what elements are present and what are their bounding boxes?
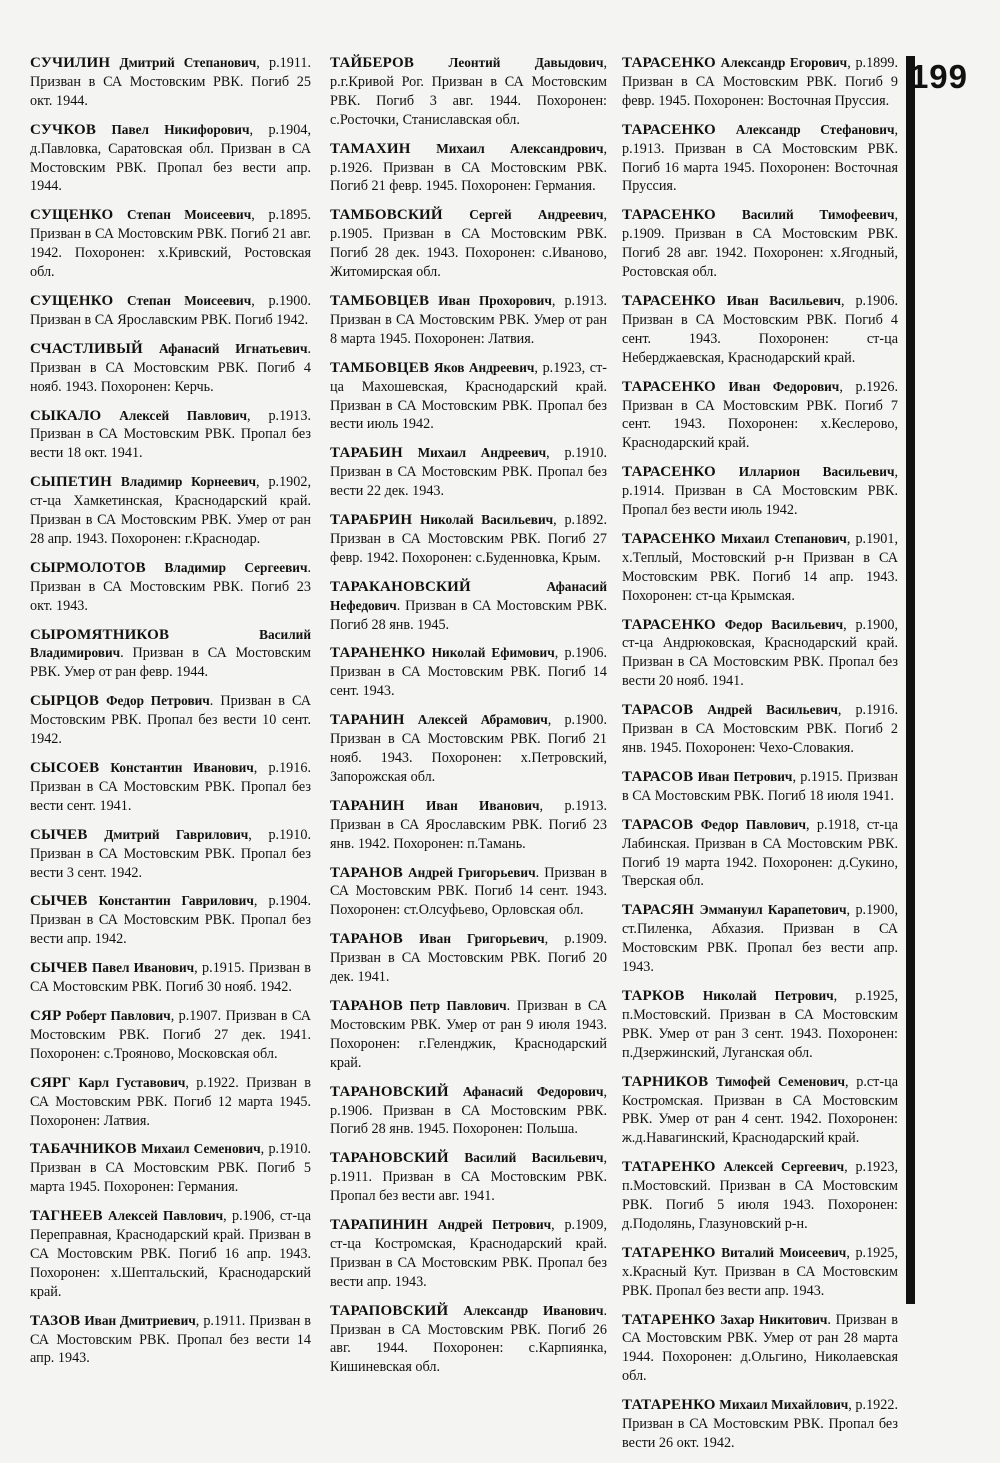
entry-given-names: Иван Петрович xyxy=(697,768,793,784)
page-number: 199 xyxy=(909,58,968,95)
entry xyxy=(622,816,898,892)
entry xyxy=(330,292,607,349)
entry-given-names: Алексей Павлович xyxy=(108,1208,224,1224)
entry-details: , р.1902, ст-ца Хамкетинская, Краснодарский край. Призван в СА Мостовским РВК. Умер от ран 28 апр. 1943. Похоронен: г.Краснодар. xyxy=(30,474,311,547)
entry xyxy=(30,54,311,111)
entry-details: , р.1916. Призван в СА Мостовским РВК. Пропал без вести сент. 1941. xyxy=(30,760,311,814)
entry-surname: СУЩЕНКО xyxy=(30,207,114,224)
entry-details: , р.1899. Призван в СА Мостовским РВК. Погиб 9 февр. 1945. Похоронен: Восточная Пруссия. xyxy=(622,55,899,109)
entry-surname: СЯР xyxy=(30,1007,62,1024)
entry-given-names: Александр Иванович xyxy=(463,1302,604,1318)
entry-given-names: Эммануил Карапетович xyxy=(699,902,847,918)
entry-surname: ТАРНИКОВ xyxy=(622,1073,709,1090)
entry xyxy=(622,463,898,520)
entry-details: , р.1915. Призван в СА Мостовским РВК. Погиб 18 июля 1941. xyxy=(622,768,898,804)
entry xyxy=(622,1311,898,1387)
entry-details: , р.1906. Призван в СА Мостовским РВК. Погиб 28 янв. 1945. Похоронен: Польша. xyxy=(330,1083,607,1138)
entry xyxy=(330,711,607,787)
entry-surname: ТАРАСЕНКО xyxy=(622,378,716,395)
entry-surname: ТАТАРЕНКО xyxy=(622,1244,716,1261)
entry-details: , р.1910. Призван в СА Мостовским РВК. Пропал без вести 3 сент. 1942. xyxy=(30,826,312,881)
entry-surname: СЫРМОЛОТОВ xyxy=(30,559,146,576)
entry-given-names: Павел Иванович xyxy=(91,960,195,976)
entry-given-names: Иван Прохорович xyxy=(438,292,552,308)
entry xyxy=(330,54,607,130)
entry-details: , р.1909. Призван в СА Мостовским РВК. Погиб 20 дек. 1941. xyxy=(330,931,607,986)
entry-given-names: Михаил Степанович xyxy=(721,530,847,546)
entry xyxy=(622,121,898,197)
entry-given-names: Петр Павлович xyxy=(409,997,507,1013)
entry xyxy=(30,826,311,883)
entry-given-names: Афанасий Федорович xyxy=(462,1083,604,1099)
entry xyxy=(30,559,311,616)
entry-details: , р.1906, ст-ца Переправная, Краснодарский край. Призван в СА Мостовским РВК. Погиб 16 апр. 1943. Похоронен: х.Шептальский, Краснодарский край. xyxy=(30,1208,311,1300)
entry-details: . Призван в СА Мостовским РВК. Погиб 28 янв. 1945. xyxy=(330,597,607,633)
entry xyxy=(330,359,607,435)
entry-surname: ТАРАКАНОВСКИЙ xyxy=(330,578,471,595)
entry-given-names: Михаил Михайлович xyxy=(719,1397,849,1413)
entry-surname: ТАТАРЕНКО xyxy=(622,1397,716,1414)
entry xyxy=(330,1149,607,1206)
entry xyxy=(330,797,607,854)
entry-surname: СУЧКОВ xyxy=(30,121,97,138)
entry-details: , р.1925, п.Мостовский. Призван в СА Мостовским РВК. Умер от ран 3 сент. 1943. Похоронен: п.Дзержинский, Луганская обл. xyxy=(622,987,898,1061)
entry-given-names: Алексей Абрамович xyxy=(417,712,548,728)
entry-details: . Призван в СА Мостовским РВК. Умер от ран февр. 1944. xyxy=(30,645,311,681)
entry-given-names: Михаил Александрович xyxy=(436,140,604,156)
entry-given-names: Дмитрий Гаврилович xyxy=(104,826,249,842)
entry-surname: ТАРАСОВ xyxy=(622,702,694,719)
entry-surname: ТАРАНОВСКИЙ xyxy=(330,1150,449,1167)
entry-given-names: Иван Васильевич xyxy=(726,292,842,308)
entry-surname: ТАРАПОВСКИЙ xyxy=(330,1302,449,1319)
entry-surname: ТАРАНЕНКО xyxy=(330,645,426,662)
entry-details: , р.1909. Призван в СА Мостовским РВК. Погиб 28 авг. 1942. Похоронен: х.Ягодный, Ростовская обл. xyxy=(622,207,899,281)
entry-surname: ТАМБОВСКИЙ xyxy=(330,207,443,224)
entry-given-names: Яков Андреевич xyxy=(433,359,535,375)
entry-details: , р.1909, ст-ца Костромская, Краснодарский край. Призван в СА Мостовским РВК. Пропал без вести апр. 1943. xyxy=(330,1217,608,1290)
entry-given-names: Василий Васильевич xyxy=(464,1150,604,1166)
entry xyxy=(30,473,311,549)
entry xyxy=(30,1140,311,1197)
entry-details: , р.1895. Призван в СА Мостовским РВК. Погиб 21 авг. 1942. Похоронен: х.Кривский, Ростовская обл. xyxy=(30,207,311,281)
entry-details: , р.1926. Призван в СА Мостовским РВК. Погиб 7 сент. 1943. Похоронен: х.Кеслерово, Краснодарский край. xyxy=(622,378,899,452)
entry xyxy=(622,1244,898,1301)
entry-details: . Призван в СА Мостовским РВК. Умер от ран 9 июля 1943. Похоронен: г.Геленджик, Краснодарский край. xyxy=(330,997,608,1071)
entry xyxy=(622,378,898,454)
entry xyxy=(30,892,311,949)
entry xyxy=(30,292,311,330)
entry-details: , р.1916. Призван в СА Мостовским РВК. Погиб 2 янв. 1945. Похоронен: Чехо-Словакия. xyxy=(622,702,899,756)
entry-given-names: Карл Густавович xyxy=(78,1074,186,1090)
entry-surname: ТАРАНОВСКИЙ xyxy=(330,1083,449,1100)
entry-given-names: Николай Ефимович xyxy=(431,645,555,661)
entry-surname: ТАРАНОВ xyxy=(330,931,403,948)
entry xyxy=(622,768,898,806)
entry-details: , р.1905. Призван в СА Мостовским РВК. Погиб 28 дек. 1943. Похоронен: с.Иваново, Житомирская обл. xyxy=(330,207,607,281)
entry-given-names: Николай Васильевич xyxy=(419,512,554,528)
entry-given-names: Федор Петрович xyxy=(106,693,210,709)
entry-given-names: Павел Никифорович xyxy=(111,121,250,137)
entry-given-names: Владимир Корнеевич xyxy=(120,474,256,490)
entry-given-names: Степан Моисеевич xyxy=(127,207,252,223)
entry-details: , р.1913. Призван в СА Мостовским РВК. Умер от ран 8 марта 1945. Похоронен: Латвия. xyxy=(330,292,608,347)
entry-surname: СЫЧЕВ xyxy=(30,893,88,910)
entry-details: . Призван в СА Мостовским РВК. Умер от ран 28 марта 1944. Похоронен: д.Ольгино, Николаевская обл. xyxy=(622,1311,899,1385)
entry-details: . Призван в СА Мостовским РВК. Погиб 4 нояб. 1943. Похоронен: Керчь. xyxy=(30,340,311,395)
entry-surname: ТАРАСОВ xyxy=(622,768,694,785)
entry-given-names: Степан Моисеевич xyxy=(127,292,252,308)
entry-surname: СУЩЕНКО xyxy=(30,292,114,309)
entry-details: , р.1904. Призван в СА Мостовским РВК. Пропал без вести апр. 1942. xyxy=(30,893,312,948)
entry xyxy=(30,626,311,683)
entry-surname: СЫРЦОВ xyxy=(30,693,100,710)
entry-details: , р.ст-ца Костромская. Призван в СА Мостовским РВК. Умер от ран 4 сент. 1942. Похоронен: ж.д.Навагинский, Краснодарский край. xyxy=(622,1073,898,1147)
entry-surname: ТАЙБЕРОВ xyxy=(330,55,415,71)
entry xyxy=(330,511,607,568)
entry-given-names: Владимир Сергеевич xyxy=(164,559,308,575)
entry xyxy=(330,930,607,987)
entry xyxy=(30,340,311,397)
entry-surname: СЫПЕТИН xyxy=(30,474,112,491)
entry-given-names: Алексей Сергеевич xyxy=(723,1159,845,1175)
entry-surname: ТАМБОВЦЕВ xyxy=(330,359,430,376)
entry xyxy=(330,206,607,282)
entry xyxy=(330,444,607,501)
entry-surname: ТАРАСЕНКО xyxy=(622,616,716,633)
entry-surname: СУЧИЛИН xyxy=(30,55,111,71)
entry xyxy=(622,701,898,758)
entry-details: , р.1906. Призван в СА Мостовским РВК. Погиб 14 сент. 1943. xyxy=(330,645,608,700)
entry xyxy=(30,1207,311,1302)
entry-surname: ТАЗОВ xyxy=(30,1312,81,1329)
entry-surname: ТАРАНИН xyxy=(330,712,405,729)
entry xyxy=(622,292,898,368)
entry xyxy=(30,1007,311,1064)
entry-details: . Призван в СА Мостовским РВК. Погиб 23 окт. 1943. xyxy=(30,559,311,614)
column-1 xyxy=(30,54,311,1378)
entry xyxy=(330,1302,607,1378)
entry-details: , р.1900. Призван в СА Ярославским РВК. Погиб 1942. xyxy=(30,292,311,328)
entry-details: , р.1900, ст.Пиленка, Абхазия. Призван в СА Мостовским РВК. Пропал без вести апр. 1943. xyxy=(622,902,898,976)
entry xyxy=(30,959,311,997)
entry-given-names: Александр Стефанович xyxy=(735,121,895,137)
entry-surname: ТАРАБРИН xyxy=(330,512,413,529)
entry-surname: ТАРАСЕНКО xyxy=(622,207,716,224)
entry-surname: ТАМАХИН xyxy=(330,140,411,157)
entry-given-names: Иван Федорович xyxy=(728,378,840,394)
entry-surname: ТАРАСОВ xyxy=(622,816,694,833)
entry xyxy=(622,987,898,1063)
page-edge-rule xyxy=(906,56,915,1304)
entry-surname: СЫСОЕВ xyxy=(30,760,100,776)
entry-given-names: Алексей Павлович xyxy=(119,407,247,423)
entry xyxy=(622,54,898,111)
entry-details: , р.1923, п.Мостовский. Призван в СА Мостовским РВК. Погиб 5 июля 1943. Похоронен: д.Подолянь, Глазуновский р-н. xyxy=(622,1159,898,1232)
entry-surname: СЫЧЕВ xyxy=(30,826,88,843)
entry-details: , р.1918, ст-ца Лабинская. Призван в СА Мостовским РВК. Погиб 19 марта 1942. Похоронен: д.Сукино, Тверская обл. xyxy=(622,816,898,890)
entry xyxy=(330,1083,607,1140)
entry-surname: СЫРОМЯТНИКОВ xyxy=(30,626,170,643)
entry-surname: СЫКАЛО xyxy=(30,407,102,424)
entry-given-names: Иван Григорьевич xyxy=(419,931,545,947)
entry-given-names: Афанасий Игнатьевич xyxy=(158,340,308,356)
entry xyxy=(622,530,898,606)
entry-surname: ТАТАРЕНКО xyxy=(622,1311,716,1328)
entry xyxy=(622,1073,898,1149)
entry-details: , р.1910. Призван в СА Мостовским РВК. Погиб 5 марта 1945. Похоронен: Германия. xyxy=(30,1141,312,1196)
entry-given-names: Федор Васильевич xyxy=(724,616,844,632)
entry-details: , р.1906. Призван в СА Мостовским РВК. Погиб 4 сент. 1943. Похоронен: ст-ца Неберджаевская, Краснодарский край. xyxy=(622,292,899,366)
entry xyxy=(330,1216,607,1292)
entry xyxy=(330,578,607,635)
entry-given-names: Федор Павлович xyxy=(700,816,806,832)
entry-details: , р.1904, д.Павловка, Саратовская обл. Призван в СА Мостовским РВК. Пропал без вести апр. 1944. xyxy=(30,121,311,195)
entry xyxy=(622,901,898,977)
entry-surname: СЯРГ xyxy=(30,1074,72,1091)
entry xyxy=(330,140,607,197)
entry xyxy=(30,1074,311,1131)
entry-details: , р.1910. Призван в СА Мостовским РВК. Пропал без вести 22 дек. 1943. xyxy=(330,445,607,500)
entry xyxy=(622,206,898,282)
entry xyxy=(30,759,311,816)
entry xyxy=(30,407,311,464)
entry-details: . Призван в СА Мостовским РВК. Погиб 26 авг. 1944. Похоронен: с.Карпиянка, Кишиневская обл. xyxy=(330,1302,607,1376)
entry-given-names: Иван Дмитриевич xyxy=(84,1312,196,1328)
entry-details: , р.1913. Призван в СА Мостовским РВК. Пропал без вести 18 окт. 1941. xyxy=(30,407,312,462)
column-2 xyxy=(330,54,607,1387)
entry-surname: ТАРАСЕНКО xyxy=(622,121,716,138)
entry-surname: ТАРКОВ xyxy=(622,987,685,1004)
entry xyxy=(30,206,311,282)
entry xyxy=(622,1396,898,1453)
column-3 xyxy=(622,54,898,1463)
entry-details: , р.1911. Призван в СА Мостовским РВК. Погиб 25 окт. 1944. xyxy=(30,55,312,109)
entry-details: , р.1914. Призван в СА Мостовским РВК. Пропал без вести июль 1942. xyxy=(622,464,899,519)
entry-details: . Призван в СА Мостовским РВК. Погиб 14 сент. 1943. Похоронен: ст.Олсуфьево, Орловская обл. xyxy=(330,864,608,919)
entry-given-names: Александр Егорович xyxy=(720,55,848,70)
entry-given-names: Василий Владимирович xyxy=(30,626,311,661)
entry-surname: ТАРАНИН xyxy=(330,797,405,814)
entry-surname: СЫЧЕВ xyxy=(30,960,88,977)
entry-given-names: Виталий Моисеевич xyxy=(721,1244,847,1260)
entry xyxy=(330,644,607,701)
entry-given-names: Илларион Васильевич xyxy=(738,464,895,480)
entry xyxy=(30,1312,311,1369)
entry-surname: ТАРАСЕНКО xyxy=(622,530,716,547)
entry-given-names: Дмитрий Степанович xyxy=(119,55,257,70)
entry-given-names: Роберт Павлович xyxy=(65,1007,171,1023)
entry-details: , р.г.Кривой Рог. Призван в СА Мостовским РВК. Погиб 3 авг. 1944. Похоронен: с.Росточки, Станиславская обл. xyxy=(330,55,608,128)
entry-given-names: Андрей Григорьевич xyxy=(408,864,536,880)
entry-given-names: Василий Тимофеевич xyxy=(741,207,895,223)
entry-details: , р.1922. Призван в СА Мостовским РВК. Погиб 12 марта 1945. Похоронен: Латвия. xyxy=(30,1074,312,1129)
entry-details: , р.1907. Призван в СА Мостовским РВК. Погиб 27 дек. 1941. Похоронен: с.Трояново, Московская обл. xyxy=(30,1007,311,1062)
entry-details: , р.1913. Призван в СА Мостовским РВК. Погиб 16 марта 1945. Похоронен: Восточная Пруссия. xyxy=(622,121,898,195)
entry-details: , р.1900. Призван в СА Мостовским РВК. Погиб 21 нояб. 1943. Похоронен: х.Петровский, Запорожская обл. xyxy=(330,712,608,785)
entry-given-names: Михаил Андреевич xyxy=(417,445,547,461)
entry-surname: ТАРАСЕНКО xyxy=(622,292,716,309)
entry-surname: ТАТАРЕНКО xyxy=(622,1159,716,1176)
entry-surname: ТАМБОВЦЕВ xyxy=(330,292,430,309)
entry-surname: ТАГНЕЕВ xyxy=(30,1208,103,1225)
entry-surname: СЧАСТЛИВЫЙ xyxy=(30,340,143,357)
entry xyxy=(30,692,311,749)
entry-given-names: Тимофей Семенович xyxy=(716,1073,845,1089)
entry-surname: ТАРАБИН xyxy=(330,445,403,462)
entry xyxy=(330,864,607,921)
entry-surname: ТАРАПИНИН xyxy=(330,1217,428,1234)
entry-details: , р.1911. Призван в СА Мостовским РВК. Пропал без вести авг. 1941. xyxy=(330,1150,607,1205)
entry xyxy=(330,997,607,1073)
entry-surname: ТАРАСЕНКО xyxy=(622,55,716,71)
entry xyxy=(622,1158,898,1234)
entry-details: , р.1925, х.Красный Кут. Призван в СА Мостовским РВК. Пропал без вести апр. 1943. xyxy=(622,1244,899,1299)
entry-given-names: Андрей Васильевич xyxy=(707,702,838,718)
entry-given-names: Николай Петрович xyxy=(702,987,834,1003)
entry-details: , р.1901, х.Теплый, Мостовский р-н Призван в СА Мостовским РВК. Погиб 14 апр. 1943. Похоронен: ст-ца Крымская. xyxy=(622,530,899,604)
entry-given-names: Михаил Семенович xyxy=(141,1141,261,1157)
entry-details: , р.1923, ст-ца Махошевская, Краснодарский край. Призван в СА Мостовским РВК. Пропал без вести июль 1942. xyxy=(330,359,607,433)
entry-details: , р.1915. Призван в СА Мостовским РВК. Погиб 30 нояб. 1942. xyxy=(30,960,311,996)
entry-given-names: Константин Гаврилович xyxy=(98,893,254,909)
entry-given-names: Андрей Петрович xyxy=(437,1217,552,1233)
entry-surname: ТАРАНОВ xyxy=(330,864,403,881)
entry-details: , р.1911. Призван в СА Мостовским РВК. Пропал без вести 14 апр. 1943. xyxy=(30,1312,311,1367)
entry-details: , р.1922. Призван в СА Мостовским РВК. Пропал без вести 26 окт. 1942. xyxy=(622,1397,898,1451)
entry-details: , р.1926. Призван в СА Мостовским РВК. Погиб 21 февр. 1945. Похоронен: Германия. xyxy=(330,140,608,195)
entry xyxy=(622,616,898,692)
entry-given-names: Иван Иванович xyxy=(425,797,540,813)
entry xyxy=(30,121,311,197)
entry-details: . Призван в СА Мостовским РВК. Пропал без вести 10 сент. 1942. xyxy=(30,693,312,748)
entry-details: , р.1913. Призван в СА Ярославским РВК. Погиб 23 янв. 1942. Похоронен: п.Тамань. xyxy=(330,797,608,852)
entry-given-names: Сергей Андреевич xyxy=(469,207,604,223)
entry-given-names: Афанасий Нефедович xyxy=(330,578,607,613)
entry-given-names: Леонтий Давыдович xyxy=(448,55,604,70)
entry-details: , р.1892. Призван в СА Мостовским РВК. Погиб 27 февр. 1942. Похоронен: с.Буденновка, Крым. xyxy=(330,512,608,566)
entry-surname: ТАБАЧНИКОВ xyxy=(30,1141,137,1158)
entry-surname: ТАРАНОВ xyxy=(330,997,403,1014)
entry-details: , р.1900, ст-ца Андрюковская, Краснодарский край. Призван в СА Мостовским РВК. Пропал без вести 20 нояб. 1941. xyxy=(622,616,899,690)
entry-given-names: Захар Никитович xyxy=(720,1311,828,1327)
entry-surname: ТАРАСЯН xyxy=(622,902,695,919)
entry-given-names: Константин Иванович xyxy=(110,760,254,775)
entry-surname: ТАРАСЕНКО xyxy=(622,464,716,481)
